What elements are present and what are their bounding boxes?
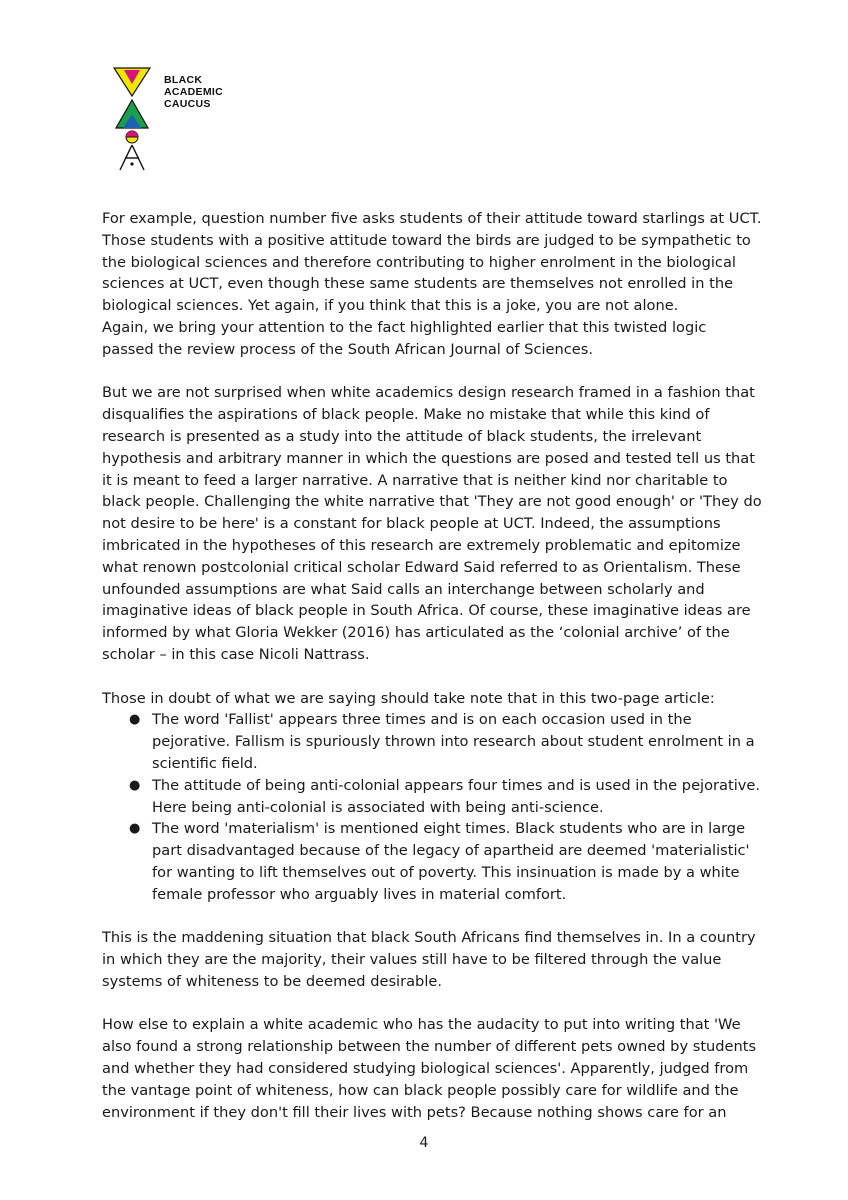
logo-wordmark — [164, 74, 223, 110]
logo-line-2: ACADEMIC — [164, 86, 223, 98]
paragraph-orientalism: But we are not surprised when white academics design research framed in a fashion that disqualifies the aspirations of black people. Make no mistake that while this kind of research is presented as a study into the attitude of black students, the irrelevant hypothesis and arbitrary manner in which the questions are posed and tested tell us that it is meant to feed a larger narrative. A narrative that is neither kind nor charitable to black people. Challenging the white narrative that 'They are not good enough' or 'They do not desire to be here' is a constant for black people at UCT. Indeed, the assumptions imbricated in the hypotheses of this research are extremely problematic and epitomize what renown postcolonial critical scholar Edward Said referred to as Orientalism. These unfounded assumptions are what Said calls an interchange between scholarly and imaginative ideas of black people in South Africa. Of course, these imaginative ideas are informed by what Gloria Wekker (2016) has articulated as the ‘colonial archive’ of the scholar – in this case Nicoli Nattrass. — [102, 384, 762, 663]
black-academic-caucus-logo — [112, 66, 252, 176]
bullet-icon: ● — [129, 712, 141, 728]
logo-emblem-icon — [112, 66, 162, 176]
paragraph-pets: How else to explain a white academic who has the audacity to put into writing that 'We also found a strong relationship between the number of different pets owned by students and whether they had considered studying biological sciences'. Apparently, judged from the vantage point of whiteness, how can black people possibly care for wildlife and the environment if they don't fill their lives with pets? Because nothing shows care for an — [102, 1016, 757, 1121]
list-item-text: The attitude of being anti-colonial appears four times and is used in the pejorative. Here being anti-colonial is associated with being anti-science. — [152, 776, 760, 816]
list-item — [129, 709, 762, 774]
paragraph-starlings: For example, question number five asks students of their attitude toward starlings at UCT. Those students with a positive attitude toward the birds are judged to be sympathetic to the biological sciences and therefore contributing to higher enrolment in the biological sciences at UCT, even though these same students are themselves not enrolled in the biological sciences. Yet again, if you think that this is a joke, you are not alone. — [102, 210, 762, 315]
paragraph-maddening-situation: This is the maddening situation that black South Africans find themselves in. In a country in which they are the majority, their values still have to be filtered through the value systems of whiteness to be deemed desirable. — [102, 929, 756, 990]
list-item-text: The word 'materialism' is mentioned eight times. Black students who are in large part disadvantaged because of the legacy of apartheid are deemed 'materialistic' for wanting to lift themselves out of poverty. This insinuation is made by a white female professor who arguably lives in material comfort. — [152, 820, 750, 903]
list-item-text: The word 'Fallist' appears three times and is on each occasion used in the pejorative. Fallism is spuriously thrown into research about student enrolment in a scientific field. — [152, 711, 755, 772]
page-number: 4 — [419, 1135, 429, 1151]
paragraph-article-intro: Those in doubt of what we are saying should take note that in this two-page article: — [102, 689, 715, 707]
paragraph-review-process: Again, we bring your attention to the fact highlighted earlier that this twisted logic passed the review process of the South African Journal of Sciences. — [102, 318, 707, 358]
document-body — [102, 208, 762, 1123]
logo-line-1: BLACK — [164, 74, 203, 86]
list-item — [129, 818, 762, 905]
bullet-list — [102, 709, 762, 905]
bullet-icon: ● — [129, 777, 141, 793]
bullet-icon: ● — [129, 821, 141, 837]
logo-small-circle-top — [126, 131, 138, 137]
logo-line-3: CAUCUS — [164, 98, 211, 110]
logo-dot — [130, 162, 133, 165]
list-item — [129, 775, 762, 819]
